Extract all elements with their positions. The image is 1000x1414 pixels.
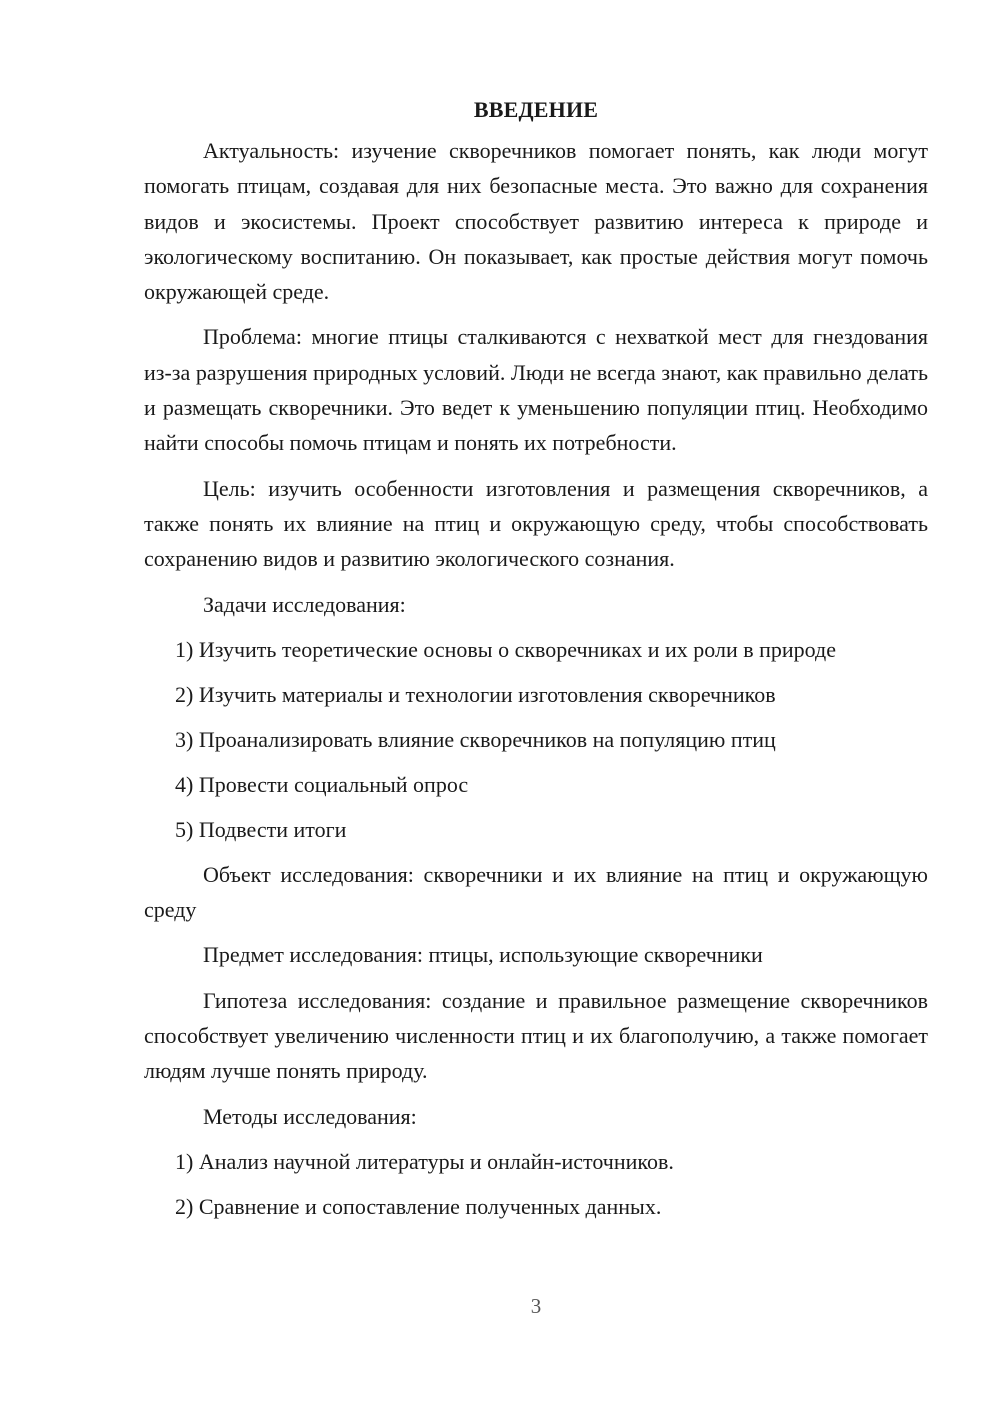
page-number: 3 [530, 1294, 542, 1318]
object-paragraph: Объект исследования: скворечники и их влияние на птиц и окружающую среду [144, 861, 928, 923]
list-item: 2) Сравнение и сопоставление полученных данных. [175, 1193, 662, 1219]
relevance-paragraph: Актуальность: изучение скворечников помогает понять, как люди могут помогать птицам, создавая для них безопасные места. Это важно для сохранения видов и экосистемы. Проект способствует развитию интереса к природе и экологическому воспитанию. Он показывает, как простые действия могут помочь окружающей среде. [144, 138, 928, 305]
list-item: 1) Анализ научной литературы и онлайн-источников. [175, 1148, 674, 1174]
list-item: 5) Подвести итоги [175, 816, 347, 842]
list-item: 4) Провести социальный опрос [175, 771, 469, 797]
methods-list [144, 1144, 928, 1224]
goal-paragraph: Цель: изучить особенности изготовления и размещения скворечников, а также понять их влияние на птиц и окружающую среду, чтобы способствовать сохранению видов и развитию экологического сознания. [144, 475, 928, 572]
tasks-list [144, 632, 928, 847]
hypothesis-paragraph: Гипотеза исследования: создание и правильное размещение скворечников способствует увеличению численности птиц и их благополучию, а также помогает людям лучше понять природу. [144, 987, 928, 1084]
list-item: 3) Проанализировать влияние скворечников на популяцию птиц [175, 726, 776, 752]
tasks-heading: Задачи исследования: [203, 591, 406, 617]
page-title: ВВЕДЕНИЕ [473, 97, 599, 122]
document-page [144, 92, 928, 1224]
subject-paragraph: Предмет исследования: птицы, использующие скворечники [203, 942, 763, 968]
methods-heading: Методы исследования: [203, 1103, 417, 1129]
list-item: 1) Изучить теоретические основы о скворечниках и их роли в природе [175, 636, 836, 662]
list-item: 2) Изучить материалы и технологии изготовления скворечников [175, 681, 776, 707]
problem-paragraph: Проблема: многие птицы сталкиваются с нехваткой мест для гнездования из-за разрушения природных условий. Люди не всегда знают, как правильно делать и размещать скворечники. Это ведет к уменьшению популяции птиц. Необходимо найти способы помочь птицам и понять их потребности. [144, 324, 928, 456]
